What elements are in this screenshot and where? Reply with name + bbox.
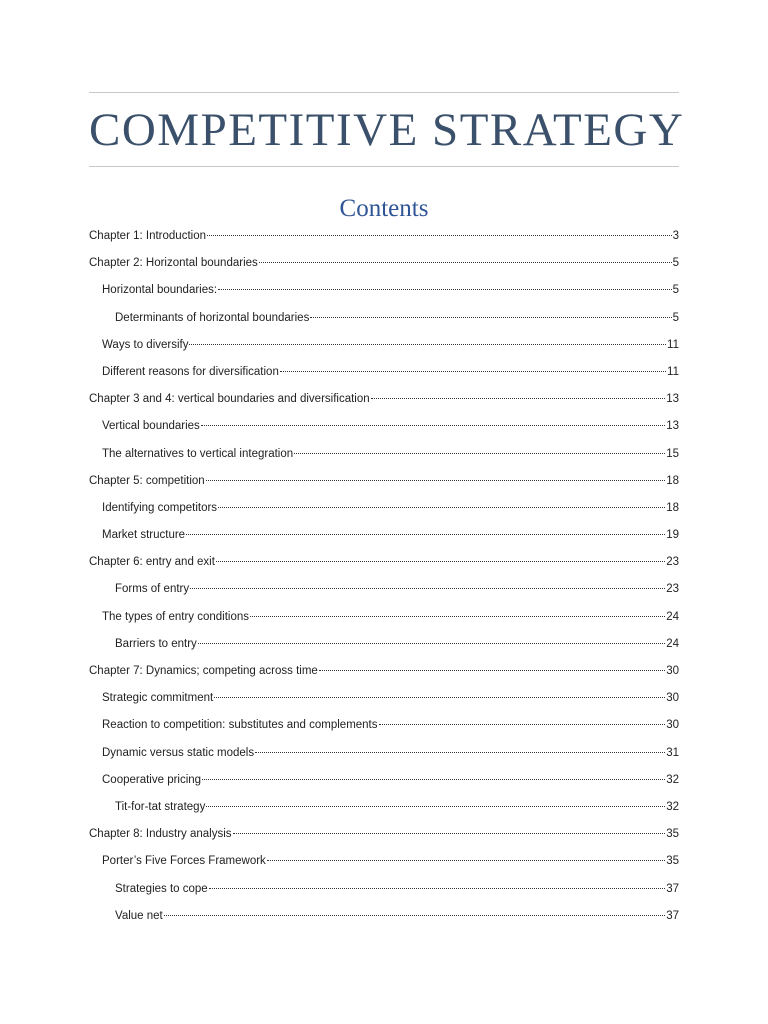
toc-heading: Contents bbox=[339, 195, 429, 222]
toc-entry-label: Tit-for-tat strategy bbox=[115, 800, 206, 813]
toc-entry-page-number: 13 bbox=[666, 393, 679, 406]
toc-entry[interactable] bbox=[89, 549, 679, 576]
toc-entry-page-number: 18 bbox=[666, 501, 679, 514]
toc-entry-page-number: 23 bbox=[666, 556, 679, 569]
title-bottom-rule bbox=[89, 166, 679, 167]
toc-entry-label: Chapter 7: Dynamics; competing across time bbox=[89, 665, 318, 677]
toc-dot-leader bbox=[209, 887, 666, 889]
toc-dot-leader bbox=[218, 288, 672, 290]
toc-entry[interactable] bbox=[89, 250, 679, 277]
toc-dot-leader bbox=[379, 723, 666, 725]
toc-entry[interactable] bbox=[89, 386, 679, 413]
toc-entry-page-number: 37 bbox=[666, 882, 679, 895]
toc-dot-leader bbox=[294, 452, 665, 454]
toc-entry-page-number: 35 bbox=[666, 855, 679, 868]
toc-dot-leader bbox=[206, 805, 665, 807]
toc-entry-page-number: 32 bbox=[666, 773, 679, 786]
toc-entry[interactable] bbox=[89, 277, 679, 304]
toc-entry[interactable] bbox=[89, 712, 679, 739]
toc-entry-page-number: 24 bbox=[666, 637, 679, 650]
toc-entry-label: Ways to diversify bbox=[102, 338, 189, 351]
toc-entry-label: Forms of entry bbox=[115, 583, 190, 596]
toc-entry-page-number: 23 bbox=[666, 583, 679, 596]
toc-entry-label: Chapter 8: Industry analysis bbox=[89, 828, 232, 841]
toc-entry-label: Reaction to competition: substitutes and complements bbox=[102, 719, 378, 732]
toc-entry-page-number: 32 bbox=[666, 800, 679, 813]
toc-entry[interactable] bbox=[89, 495, 679, 522]
toc-dot-leader bbox=[371, 397, 666, 399]
toc-entry-page-number: 30 bbox=[666, 692, 679, 705]
toc-entry[interactable] bbox=[89, 848, 679, 875]
toc-entry[interactable] bbox=[89, 658, 679, 685]
toc-entry-page-number: 5 bbox=[672, 257, 679, 270]
toc-entry[interactable] bbox=[89, 468, 679, 495]
toc-entry[interactable] bbox=[89, 685, 679, 712]
toc-dot-leader bbox=[218, 506, 665, 508]
toc-entry-page-number: 30 bbox=[666, 665, 679, 677]
toc-entry-label: Chapter 2: Horizontal boundaries bbox=[89, 257, 258, 270]
toc-entry[interactable] bbox=[89, 631, 679, 658]
toc-entry[interactable] bbox=[89, 740, 679, 767]
toc-entry[interactable] bbox=[89, 359, 679, 386]
toc-entry[interactable] bbox=[89, 794, 679, 821]
toc-entry-label: Porter’s Five Forces Framework bbox=[102, 855, 266, 868]
toc-entry-label: Dynamic versus static models bbox=[102, 746, 255, 759]
toc-dot-leader bbox=[207, 234, 672, 236]
toc-entry-label: Strategic commitment bbox=[102, 692, 214, 705]
toc-dot-leader bbox=[202, 778, 665, 780]
toc-entry-page-number: 3 bbox=[672, 230, 679, 242]
toc-entry[interactable] bbox=[89, 903, 679, 930]
toc-entry-label: Different reasons for diversification bbox=[102, 365, 279, 378]
toc-entry-label: Strategies to cope bbox=[115, 882, 208, 895]
toc-entry-label: Determinants of horizontal boundaries bbox=[115, 311, 310, 324]
toc-entry-label: Market structure bbox=[102, 529, 186, 542]
toc-entry[interactable] bbox=[89, 604, 679, 631]
toc-dot-leader bbox=[267, 859, 665, 861]
toc-entry[interactable] bbox=[89, 767, 679, 794]
toc-entry[interactable] bbox=[89, 223, 679, 250]
toc-entry-page-number: 15 bbox=[666, 447, 679, 460]
toc-entry[interactable] bbox=[89, 876, 679, 903]
toc-dot-leader bbox=[201, 424, 665, 426]
toc-entry-page-number: 37 bbox=[666, 909, 679, 922]
toc-entry-label: Horizontal boundaries: bbox=[102, 284, 218, 297]
toc-dot-leader bbox=[280, 370, 666, 372]
toc-entry-label: The alternatives to vertical integration bbox=[102, 447, 294, 460]
toc-entry[interactable] bbox=[89, 332, 679, 359]
toc-dot-leader bbox=[198, 642, 665, 644]
toc-entry-label: Value net bbox=[115, 909, 163, 922]
toc-dot-leader bbox=[190, 587, 665, 589]
toc-entry-page-number: 19 bbox=[666, 529, 679, 542]
toc-dot-leader bbox=[319, 669, 665, 671]
toc-dot-leader bbox=[206, 479, 666, 481]
toc-entry[interactable] bbox=[89, 522, 679, 549]
toc-entry[interactable] bbox=[89, 821, 679, 848]
toc-entry-page-number: 5 bbox=[672, 311, 679, 324]
toc-entry-label: Chapter 1: Introduction bbox=[89, 230, 206, 242]
toc-entry-page-number: 31 bbox=[666, 746, 679, 759]
toc-dot-leader bbox=[233, 832, 666, 834]
toc-entry-page-number: 24 bbox=[666, 610, 679, 623]
toc-entry-label: Barriers to entry bbox=[115, 637, 197, 650]
toc-entry-page-number: 35 bbox=[666, 828, 679, 841]
toc-entry-page-number: 13 bbox=[666, 420, 679, 433]
toc-entry-label: The types of entry conditions bbox=[102, 610, 250, 623]
toc-entry-page-number: 11 bbox=[667, 338, 679, 351]
title-top-rule bbox=[89, 92, 679, 93]
toc-dot-leader bbox=[255, 751, 665, 753]
toc-entry[interactable] bbox=[89, 576, 679, 603]
toc-dot-leader bbox=[310, 316, 671, 318]
document-title: COMPETITIVE STRATEGY bbox=[89, 104, 685, 156]
toc-entry-label: Identifying competitors bbox=[102, 501, 218, 514]
toc-dot-leader bbox=[164, 914, 665, 916]
toc-entry-page-number: 30 bbox=[666, 719, 679, 732]
toc-entry[interactable] bbox=[89, 441, 679, 468]
toc-dot-leader bbox=[189, 343, 666, 345]
toc-dot-leader bbox=[259, 261, 672, 263]
toc-dot-leader bbox=[216, 560, 665, 562]
toc-entry-label: Chapter 6: entry and exit bbox=[89, 556, 215, 569]
toc-entry-page-number: 5 bbox=[672, 284, 679, 297]
toc-entry-label: Cooperative pricing bbox=[102, 773, 202, 786]
toc-entry-page-number: 11 bbox=[667, 365, 679, 378]
toc-entry-label: Vertical boundaries bbox=[102, 420, 200, 433]
toc-dot-leader bbox=[186, 533, 665, 535]
toc-entry-label: Chapter 5: competition bbox=[89, 474, 205, 487]
toc-dot-leader bbox=[250, 615, 665, 617]
toc-entry-page-number: 18 bbox=[666, 474, 679, 487]
toc-entry[interactable] bbox=[89, 305, 679, 332]
toc-dot-leader bbox=[214, 696, 665, 698]
table-of-contents bbox=[89, 223, 679, 930]
toc-entry[interactable] bbox=[89, 413, 679, 440]
toc-entry-label: Chapter 3 and 4: vertical boundaries and diversification bbox=[89, 393, 370, 406]
